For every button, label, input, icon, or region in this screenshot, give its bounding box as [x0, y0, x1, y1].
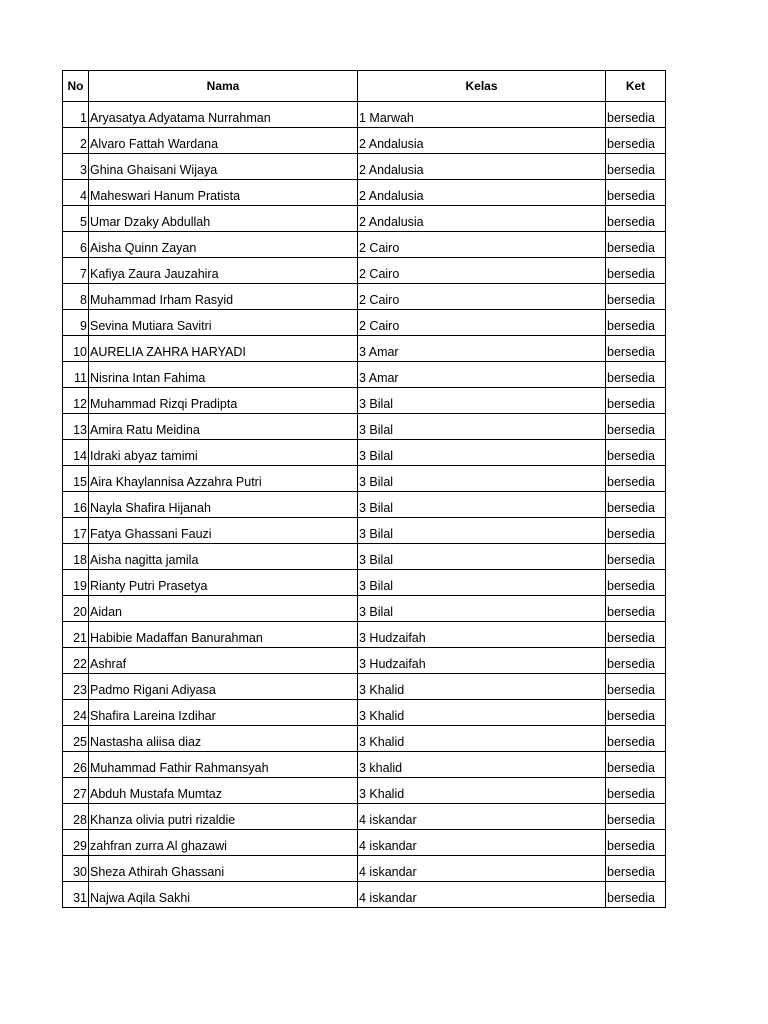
table-row: [63, 830, 666, 856]
cell-kelas: 1 Marwah: [358, 102, 606, 128]
cell-ket: bersedia: [606, 180, 666, 206]
cell-no: 18: [63, 544, 89, 570]
cell-nama: Khanza olivia putri rizaldie: [89, 804, 358, 830]
table-header: [63, 71, 666, 102]
cell-nama: Muhammad Rizqi Pradipta: [89, 388, 358, 414]
cell-ket: bersedia: [606, 674, 666, 700]
cell-no: 27: [63, 778, 89, 804]
cell-kelas: 3 Khalid: [358, 700, 606, 726]
cell-ket: bersedia: [606, 856, 666, 882]
cell-kelas: 3 Bilal: [358, 440, 606, 466]
table-row: [63, 778, 666, 804]
cell-kelas: 3 Bilal: [358, 544, 606, 570]
cell-kelas: 3 Khalid: [358, 674, 606, 700]
cell-no: 15: [63, 466, 89, 492]
cell-nama: Sheza Athirah Ghassani: [89, 856, 358, 882]
cell-no: 9: [63, 310, 89, 336]
cell-no: 6: [63, 232, 89, 258]
cell-nama: Amira Ratu Meidina: [89, 414, 358, 440]
cell-nama: Maheswari Hanum Pratista: [89, 180, 358, 206]
cell-ket: bersedia: [606, 830, 666, 856]
cell-ket: bersedia: [606, 778, 666, 804]
cell-kelas: 3 Bilal: [358, 570, 606, 596]
cell-nama: Rianty Putri Prasetya: [89, 570, 358, 596]
student-table: [62, 70, 666, 908]
cell-ket: bersedia: [606, 206, 666, 232]
cell-no: 19: [63, 570, 89, 596]
table-row: [63, 882, 666, 908]
cell-kelas: 3 Bilal: [358, 466, 606, 492]
table-row: [63, 752, 666, 778]
cell-kelas: 3 Bilal: [358, 518, 606, 544]
cell-kelas: 3 Bilal: [358, 492, 606, 518]
cell-no: 28: [63, 804, 89, 830]
cell-kelas: 2 Cairo: [358, 232, 606, 258]
cell-nama: Ghina Ghaisani Wijaya: [89, 154, 358, 180]
table-row: [63, 570, 666, 596]
cell-ket: bersedia: [606, 336, 666, 362]
table-row: [63, 128, 666, 154]
cell-no: 14: [63, 440, 89, 466]
cell-kelas: 3 khalid: [358, 752, 606, 778]
table-row: [63, 310, 666, 336]
cell-kelas: 4 iskandar: [358, 830, 606, 856]
cell-ket: bersedia: [606, 726, 666, 752]
cell-kelas: 3 Khalid: [358, 778, 606, 804]
header-row: [63, 71, 666, 102]
cell-ket: bersedia: [606, 414, 666, 440]
table-row: [63, 804, 666, 830]
cell-ket: bersedia: [606, 258, 666, 284]
cell-no: 25: [63, 726, 89, 752]
cell-nama: AURELIA ZAHRA HARYADI: [89, 336, 358, 362]
table-row: [63, 388, 666, 414]
cell-no: 8: [63, 284, 89, 310]
cell-ket: bersedia: [606, 466, 666, 492]
cell-no: 29: [63, 830, 89, 856]
cell-ket: bersedia: [606, 882, 666, 908]
table-row: [63, 336, 666, 362]
cell-ket: bersedia: [606, 804, 666, 830]
cell-nama: Aryasatya Adyatama Nurrahman: [89, 102, 358, 128]
table-row: [63, 102, 666, 128]
table-row: [63, 206, 666, 232]
cell-no: 3: [63, 154, 89, 180]
table-row: [63, 622, 666, 648]
table-row: [63, 258, 666, 284]
table-row: [63, 440, 666, 466]
cell-nama: Aidan: [89, 596, 358, 622]
table-row: [63, 414, 666, 440]
cell-kelas: 2 Cairo: [358, 310, 606, 336]
cell-ket: bersedia: [606, 492, 666, 518]
table-row: [63, 232, 666, 258]
table-row: [63, 674, 666, 700]
cell-nama: Muhammad Fathir Rahmansyah: [89, 752, 358, 778]
cell-ket: bersedia: [606, 648, 666, 674]
header-ket: Ket: [606, 71, 666, 102]
cell-nama: Idraki abyaz tamimi: [89, 440, 358, 466]
table-row: [63, 466, 666, 492]
header-nama: Nama: [89, 71, 358, 102]
cell-ket: bersedia: [606, 284, 666, 310]
cell-no: 31: [63, 882, 89, 908]
cell-nama: Abduh Mustafa Mumtaz: [89, 778, 358, 804]
cell-nama: zahfran zurra Al ghazawi: [89, 830, 358, 856]
cell-kelas: 3 Bilal: [358, 388, 606, 414]
cell-kelas: 3 Amar: [358, 362, 606, 388]
cell-no: 4: [63, 180, 89, 206]
cell-ket: bersedia: [606, 752, 666, 778]
cell-no: 10: [63, 336, 89, 362]
cell-kelas: 3 Khalid: [358, 726, 606, 752]
cell-no: 1: [63, 102, 89, 128]
cell-kelas: 3 Bilal: [358, 414, 606, 440]
cell-nama: Fatya Ghassani Fauzi: [89, 518, 358, 544]
table-row: [63, 154, 666, 180]
cell-nama: Sevina Mutiara Savitri: [89, 310, 358, 336]
cell-ket: bersedia: [606, 102, 666, 128]
cell-kelas: 2 Andalusia: [358, 206, 606, 232]
cell-nama: Umar Dzaky Abdullah: [89, 206, 358, 232]
cell-ket: bersedia: [606, 700, 666, 726]
cell-ket: bersedia: [606, 310, 666, 336]
cell-no: 20: [63, 596, 89, 622]
cell-ket: bersedia: [606, 440, 666, 466]
cell-ket: bersedia: [606, 154, 666, 180]
table-row: [63, 492, 666, 518]
cell-ket: bersedia: [606, 518, 666, 544]
cell-nama: Ashraf: [89, 648, 358, 674]
cell-nama: Shafira Lareina Izdihar: [89, 700, 358, 726]
cell-ket: bersedia: [606, 622, 666, 648]
cell-no: 21: [63, 622, 89, 648]
cell-nama: Kafiya Zaura Jauzahira: [89, 258, 358, 284]
table-row: [63, 180, 666, 206]
cell-nama: Aisha nagitta jamila: [89, 544, 358, 570]
cell-kelas: 3 Amar: [358, 336, 606, 362]
cell-no: 13: [63, 414, 89, 440]
cell-no: 26: [63, 752, 89, 778]
cell-kelas: 2 Cairo: [358, 258, 606, 284]
cell-ket: bersedia: [606, 544, 666, 570]
cell-no: 5: [63, 206, 89, 232]
header-kelas: Kelas: [358, 71, 606, 102]
cell-nama: Muhammad Irham Rasyid: [89, 284, 358, 310]
cell-no: 7: [63, 258, 89, 284]
cell-kelas: 4 iskandar: [358, 804, 606, 830]
cell-nama: Alvaro Fattah Wardana: [89, 128, 358, 154]
cell-no: 12: [63, 388, 89, 414]
cell-no: 16: [63, 492, 89, 518]
cell-kelas: 2 Andalusia: [358, 180, 606, 206]
cell-kelas: 3 Hudzaifah: [358, 648, 606, 674]
cell-ket: bersedia: [606, 362, 666, 388]
table-row: [63, 700, 666, 726]
table-row: [63, 726, 666, 752]
table-row: [63, 362, 666, 388]
cell-ket: bersedia: [606, 596, 666, 622]
cell-nama: Nastasha aliisa diaz: [89, 726, 358, 752]
cell-kelas: 3 Hudzaifah: [358, 622, 606, 648]
cell-ket: bersedia: [606, 232, 666, 258]
cell-nama: Nisrina Intan Fahima: [89, 362, 358, 388]
table-row: [63, 856, 666, 882]
cell-no: 22: [63, 648, 89, 674]
table-row: [63, 284, 666, 310]
cell-nama: Aisha Quinn Zayan: [89, 232, 358, 258]
cell-no: 23: [63, 674, 89, 700]
cell-kelas: 2 Cairo: [358, 284, 606, 310]
cell-no: 17: [63, 518, 89, 544]
cell-ket: bersedia: [606, 128, 666, 154]
cell-nama: Najwa Aqila Sakhi: [89, 882, 358, 908]
cell-kelas: 2 Andalusia: [358, 128, 606, 154]
table-row: [63, 596, 666, 622]
table-row: [63, 544, 666, 570]
cell-kelas: 3 Bilal: [358, 596, 606, 622]
cell-nama: Habibie Madaffan Banurahman: [89, 622, 358, 648]
cell-nama: Nayla Shafira Hijanah: [89, 492, 358, 518]
header-no: No: [63, 71, 89, 102]
cell-no: 11: [63, 362, 89, 388]
table-body: [63, 102, 666, 908]
table-row: [63, 648, 666, 674]
cell-no: 24: [63, 700, 89, 726]
cell-kelas: 2 Andalusia: [358, 154, 606, 180]
cell-no: 30: [63, 856, 89, 882]
cell-no: 2: [63, 128, 89, 154]
cell-kelas: 4 iskandar: [358, 856, 606, 882]
cell-nama: Aira Khaylannisa Azzahra Putri: [89, 466, 358, 492]
cell-kelas: 4 iskandar: [358, 882, 606, 908]
cell-nama: Padmo Rigani Adiyasa: [89, 674, 358, 700]
cell-ket: bersedia: [606, 388, 666, 414]
table-row: [63, 518, 666, 544]
cell-ket: bersedia: [606, 570, 666, 596]
